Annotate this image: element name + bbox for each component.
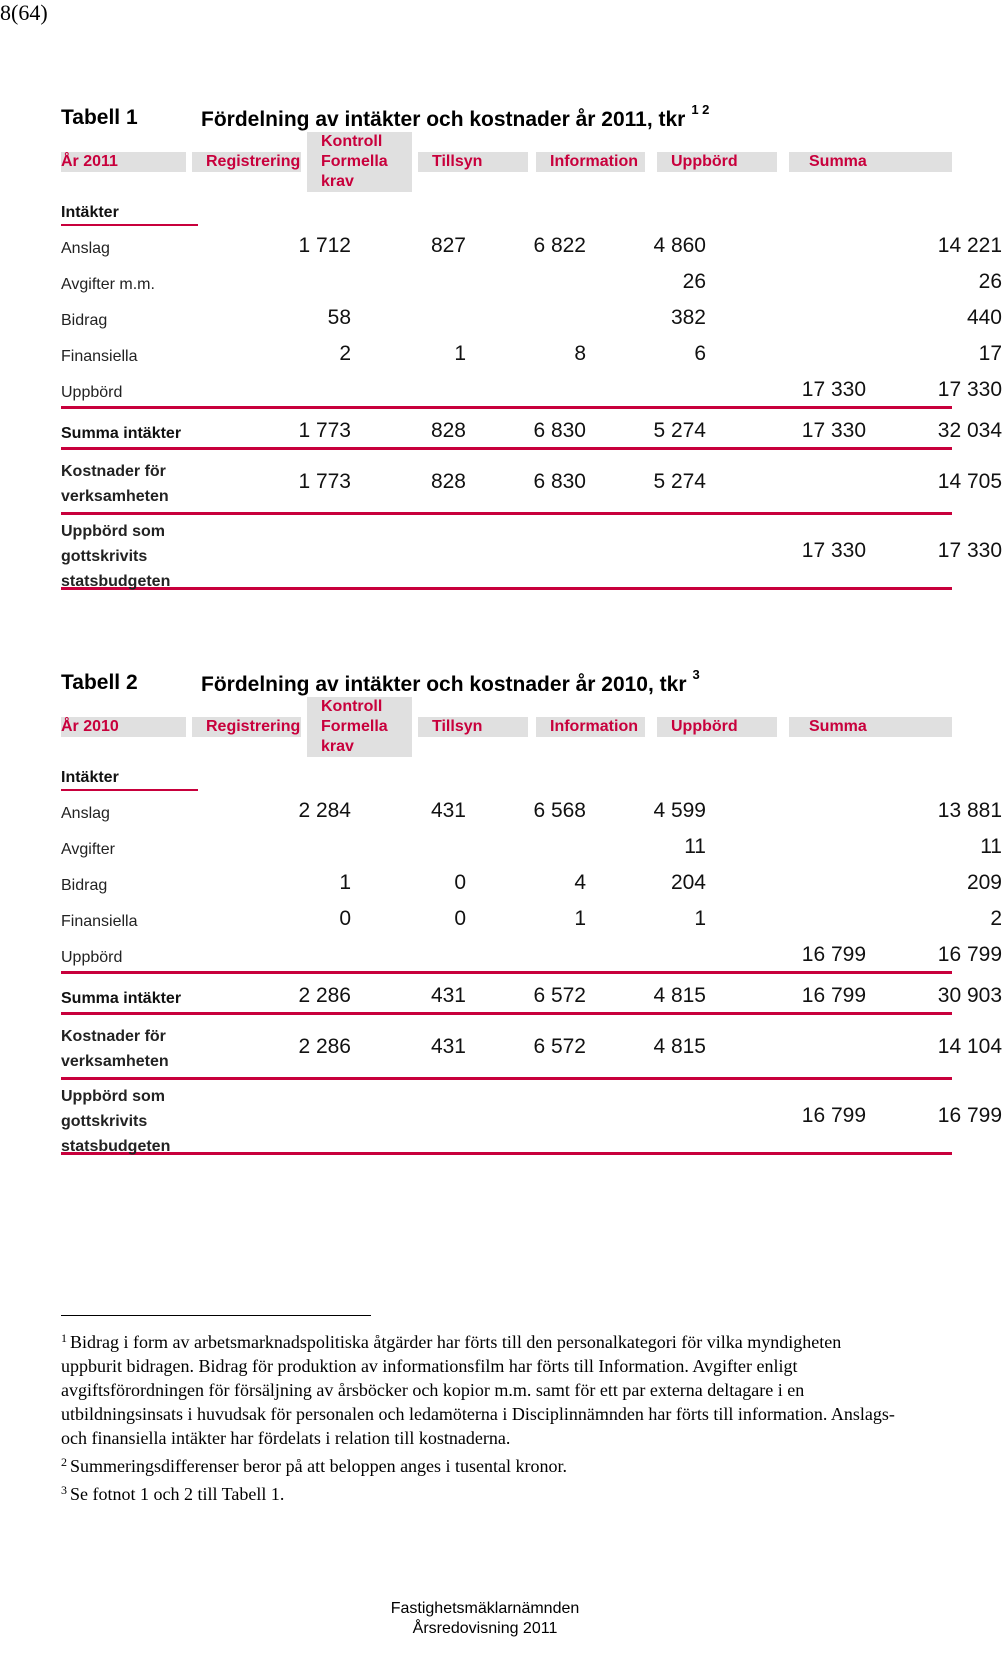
cell-uppbord: 17 330	[801, 419, 866, 442]
footnote-number: 2	[61, 1455, 67, 1469]
row-label: Finansiella	[61, 348, 138, 365]
row-label: Avgifter	[61, 841, 115, 858]
sum-row	[61, 971, 1002, 1012]
cell-registrering: 2 286	[298, 1035, 351, 1058]
cell-kontroll: 1	[454, 342, 466, 365]
page-footer	[0, 1599, 960, 1639]
cell-kontroll: 0	[454, 907, 466, 930]
header-summa: Summa	[789, 717, 952, 737]
cell-summa: 17 330	[937, 378, 1002, 401]
row-label: Uppbörd	[61, 949, 123, 966]
cell-summa: 17 330	[937, 539, 1002, 562]
cell-kontroll: 828	[430, 470, 466, 493]
cell-summa: 14 104	[937, 1035, 1002, 1058]
footnotes	[61, 1326, 901, 1506]
cell-summa: 14 705	[937, 470, 1002, 493]
cell-registrering: 2 286	[298, 984, 351, 1007]
cell-information: 204	[670, 871, 706, 894]
cell-summa: 11	[980, 835, 1002, 858]
cell-kontroll: 828	[430, 419, 466, 442]
header-year: År 2011	[61, 152, 186, 172]
header-information: Information	[536, 717, 645, 737]
cell-tillsyn: 6 830	[533, 419, 586, 442]
cell-summa: 13 881	[937, 799, 1002, 822]
cell-tillsyn: 6 572	[533, 984, 586, 1007]
cost-row	[61, 1012, 1002, 1077]
cell-information: 6	[694, 342, 706, 365]
footer-document-title: Årsredovisning 2011	[412, 1620, 558, 1637]
row-label: Bidrag	[61, 312, 108, 329]
row-label: Anslag	[61, 805, 110, 822]
cell-summa: 2	[990, 907, 1002, 930]
table-2	[61, 665, 1002, 1155]
table-header	[61, 132, 952, 192]
header-information: Information	[536, 152, 645, 172]
cell-information: 4 599	[653, 799, 706, 822]
cell-tillsyn: 6 572	[533, 1035, 586, 1058]
footnote-1	[61, 1326, 901, 1450]
header-registrering: Registrering	[192, 717, 301, 737]
cell-registrering: 58	[327, 306, 351, 329]
cell-kontroll: 431	[430, 799, 466, 822]
title-footnote-ref: 3	[692, 667, 700, 682]
cell-uppbord: 17 330	[801, 539, 866, 562]
cell-summa: 209	[966, 871, 1002, 894]
table-row	[61, 791, 1002, 827]
cell-information: 26	[682, 270, 706, 293]
uppbord-row	[61, 512, 1002, 590]
footnote-text: Summeringsdifferenser beror på att beloppen anges i tusental kronor.	[70, 1456, 568, 1476]
table-header	[61, 697, 952, 757]
cell-tillsyn: 6 568	[533, 799, 586, 822]
cell-tillsyn: 1	[574, 907, 586, 930]
cell-tillsyn: 8	[574, 342, 586, 365]
table-row	[61, 935, 1002, 971]
sum-row	[61, 406, 1002, 447]
table-label: Tabell 2	[61, 671, 138, 694]
income-heading-row	[61, 192, 952, 226]
cell-registrering: 0	[339, 907, 351, 930]
cell-registrering: 1 773	[298, 419, 351, 442]
footnote-number: 3	[61, 1483, 67, 1497]
header-uppbord: Uppbörd	[657, 152, 777, 172]
table-row	[61, 298, 1002, 334]
cell-tillsyn: 6 830	[533, 470, 586, 493]
row-label: Uppbörd som gottskrivits statsbudgeten	[61, 523, 171, 590]
cell-tillsyn: 6 822	[533, 234, 586, 257]
cell-uppbord: 16 799	[801, 1104, 866, 1127]
row-label: Bidrag	[61, 877, 108, 894]
row-label: Kostnader för verksamheten	[61, 1028, 169, 1070]
table-caption	[61, 665, 952, 697]
cell-kontroll: 431	[430, 1035, 466, 1058]
table-row	[61, 370, 1002, 406]
cell-information: 1	[694, 907, 706, 930]
cell-uppbord: 17 330	[801, 378, 866, 401]
table-row	[61, 899, 1002, 935]
footer-organization: Fastighetsmäklarnämnden	[390, 1600, 580, 1617]
cell-information: 382	[670, 306, 706, 329]
table-row	[61, 334, 1002, 370]
table-row	[61, 262, 1002, 298]
cell-summa: 26	[978, 270, 1002, 293]
cell-information: 4 860	[653, 234, 706, 257]
cell-summa: 32 034	[937, 419, 1002, 442]
table-caption	[61, 100, 952, 132]
cell-summa: 16 799	[937, 943, 1002, 966]
cell-information: 4 815	[653, 1035, 706, 1058]
cell-registrering: 2 284	[298, 799, 351, 822]
footnote-separator	[61, 1315, 371, 1316]
header-year: År 2010	[61, 717, 186, 737]
uppbord-row	[61, 1077, 1002, 1155]
header-tillsyn: Tillsyn	[418, 717, 528, 737]
cell-registrering: 1 712	[298, 234, 351, 257]
income-heading: Intäkter	[61, 204, 119, 221]
cell-uppbord: 16 799	[801, 984, 866, 1007]
cell-kontroll: 827	[430, 234, 466, 257]
cell-uppbord: 16 799	[801, 943, 866, 966]
footnote-number: 1	[61, 1331, 67, 1345]
footnote-text: Se fotnot 1 och 2 till Tabell 1.	[70, 1484, 285, 1504]
income-heading: Intäkter	[61, 769, 119, 786]
footnote-text: Bidrag i form av arbetsmarknadspolitiska åtgärder har förts till den personalkategori för vilka myndigheten uppburit bidragen. Bidrag för produktion av informationsfilm har förts till Information. Avgifter enligt avgiftsförordningen för försäljning av årsböcker och kopior m.m. samt för ett par externa deltagare i en utbildningsinsats i huvudsak för personalen och ledamöterna i Disciplinnämnden har förts till information. Anslags- och finansiella intäkter har fördelats i relation till kostnaderna.	[61, 1332, 895, 1448]
header-registrering: Registrering	[192, 152, 301, 172]
row-label: Summa intäkter	[61, 425, 182, 442]
header-uppbord: Uppbörd	[657, 717, 777, 737]
table-1	[61, 100, 1002, 590]
cell-summa: 16 799	[937, 1104, 1002, 1127]
row-label: Uppbörd	[61, 384, 123, 401]
row-label: Finansiella	[61, 913, 138, 930]
table-title: Fördelning av intäkter och kostnader år 2010, tkr $^3$	[201, 667, 700, 696]
cell-registrering: 1 773	[298, 470, 351, 493]
cell-information: 5 274	[653, 419, 706, 442]
row-label: Summa intäkter	[61, 990, 182, 1007]
page-number: 8(64)	[0, 0, 48, 25]
cell-registrering: 2	[339, 342, 351, 365]
cell-tillsyn: 4	[574, 871, 586, 894]
header-tillsyn: Tillsyn	[418, 152, 528, 172]
income-heading-row	[61, 757, 952, 791]
table-row	[61, 863, 1002, 899]
header-kontroll: Kontroll Formella krav	[307, 132, 412, 192]
footnote-2	[61, 1450, 901, 1478]
cell-information: 11	[684, 835, 706, 858]
row-label: Avgifter m.m.	[61, 276, 155, 293]
cell-kontroll: 431	[430, 984, 466, 1007]
cell-information: 5 274	[653, 470, 706, 493]
table-label: Tabell 1	[61, 106, 138, 129]
cell-summa: 17	[978, 342, 1002, 365]
table-row	[61, 827, 1002, 863]
table-title: Fördelning av intäkter och kostnader år 2011, tkr $^{1 2}$	[201, 102, 710, 131]
row-label: Kostnader för verksamheten	[61, 463, 169, 505]
cost-row	[61, 447, 1002, 512]
header-kontroll: Kontroll Formella krav	[307, 697, 412, 757]
cell-registrering: 1	[339, 871, 351, 894]
header-summa: Summa	[789, 152, 952, 172]
cell-summa: 440	[966, 306, 1002, 329]
row-label: Anslag	[61, 240, 110, 257]
table-row	[61, 226, 1002, 262]
cell-summa: 14 221	[937, 234, 1002, 257]
row-label: Uppbörd som gottskrivits statsbudgeten	[61, 1088, 171, 1155]
cell-information: 4 815	[653, 984, 706, 1007]
cell-summa: 30 903	[937, 984, 1002, 1007]
cell-kontroll: 0	[454, 871, 466, 894]
footnote-3	[61, 1478, 901, 1506]
title-footnote-ref: 1 2	[691, 102, 710, 117]
